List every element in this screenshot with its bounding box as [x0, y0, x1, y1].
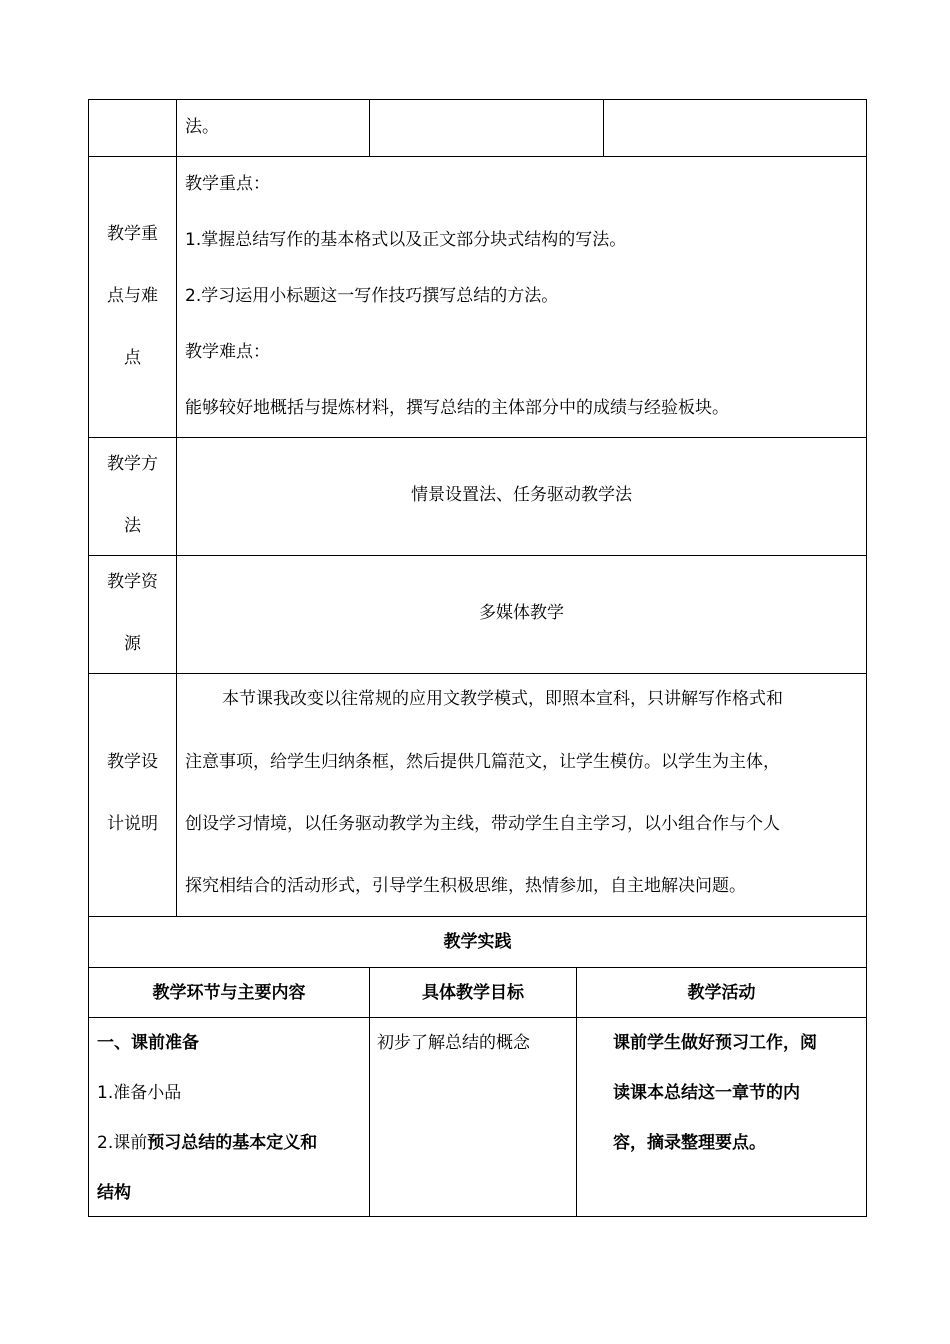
- practice-activity-line: 读课本总结这一章节的内: [613, 1083, 800, 1103]
- resource-label-cell: [88, 555, 177, 674]
- design-label-line: 教学设: [107, 752, 158, 772]
- design-line: 创设学习情境，以任务驱动教学为主线，带动学生自主学习，以小组合作与个人: [185, 814, 780, 834]
- top-row-cell-3: [369, 99, 604, 157]
- top-row-label-cell: [88, 99, 177, 157]
- practice-activity-line: 容，摘录整理要点。: [613, 1133, 766, 1153]
- resource-label-line: 教学资: [107, 572, 158, 592]
- top-row-content-cell: [176, 99, 370, 157]
- practice-header: 教学活动: [687, 983, 756, 1003]
- practice-activity-line: 课前学生做好预习工作，阅: [613, 1033, 817, 1053]
- key-points-label-line: 教学重: [107, 224, 158, 244]
- practice-header-cell: [369, 967, 577, 1018]
- top-row-cell-4: [603, 99, 867, 157]
- design-line: 注意事项，给学生归纳条框，然后提供几篇范文，让学生模仿。以学生为主体，: [185, 752, 780, 772]
- practice-title-cell: [88, 916, 867, 968]
- key-points-content-cell: [176, 156, 867, 438]
- top-row-content: 法。: [185, 117, 219, 137]
- key-points-line: 1.掌握总结写作的基本格式以及正文部分块式结构的写法。: [185, 230, 627, 250]
- design-label-cell: [88, 673, 177, 917]
- method-label-line: 法: [124, 516, 141, 536]
- design-content-cell: [176, 673, 867, 917]
- practice-item: 1.准备小品: [97, 1083, 182, 1103]
- practice-header-cell: [88, 967, 370, 1018]
- practice-goal: 初步了解总结的概念: [377, 1033, 530, 1053]
- key-points-label-cell: [88, 156, 177, 438]
- design-label-line: 计说明: [107, 814, 158, 834]
- method-label-line: 教学方: [107, 454, 158, 474]
- practice-item-prefix: 2.课前: [97, 1133, 148, 1153]
- practice-title: 教学实践: [443, 932, 512, 952]
- key-points-line: 能够较好地概括与提炼材料，撰写总结的主体部分中的成绩与经验板块。: [185, 398, 729, 418]
- resource-value: 多媒体教学: [479, 603, 564, 623]
- practice-item-bold-cont: 结构: [97, 1183, 131, 1203]
- method-value: 情景设置法、任务驱动教学法: [411, 485, 632, 505]
- design-line: 本节课我改变以往常规的应用文教学模式，即照本宣科，只讲解写作格式和: [222, 689, 783, 709]
- practice-header: 教学环节与主要内容: [152, 983, 306, 1003]
- method-value-cell: [176, 437, 867, 556]
- practice-item-bold: 预习总结的基本定义和: [147, 1133, 318, 1153]
- practice-goal-cell: [369, 1017, 577, 1217]
- key-points-line: 教学重点：: [185, 174, 270, 194]
- practice-header-cell: [576, 967, 867, 1018]
- resource-value-cell: [176, 555, 867, 674]
- key-points-line: 教学难点：: [185, 342, 270, 362]
- key-points-line: 2.学习运用小标题这一写作技巧撰写总结的方法。: [185, 286, 559, 306]
- method-label-cell: [88, 437, 177, 556]
- practice-content-cell: [88, 1017, 370, 1217]
- resource-label-line: 源: [124, 634, 141, 654]
- key-points-label-line: 点: [124, 348, 141, 368]
- practice-section-title: 一、课前准备: [97, 1033, 199, 1053]
- design-line: 探究相结合的活动形式，引导学生积极思维，热情参加，自主地解决问题。: [185, 876, 746, 896]
- key-points-label-line: 点与难: [107, 286, 158, 306]
- practice-item: [97, 1133, 317, 1153]
- practice-activity-cell: [576, 1017, 867, 1217]
- practice-header: 具体教学目标: [422, 983, 524, 1003]
